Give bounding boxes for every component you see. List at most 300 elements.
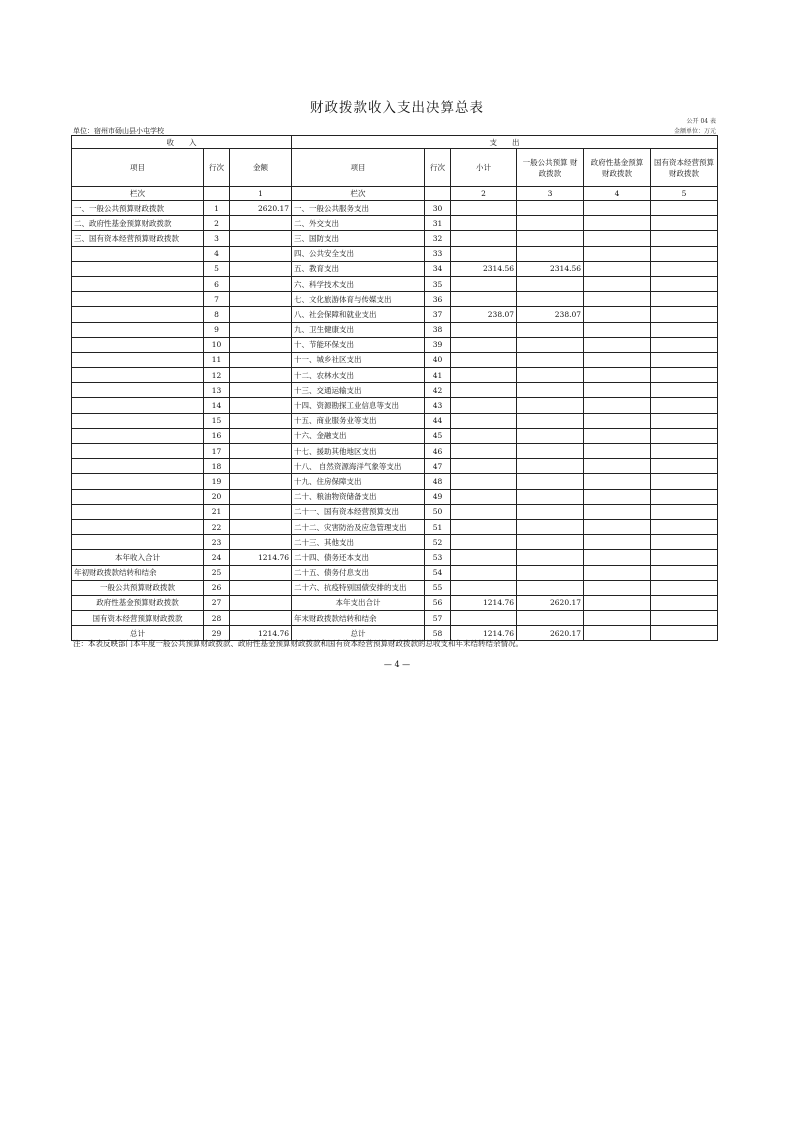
income-item-cell bbox=[72, 261, 204, 276]
expense-state-cell bbox=[651, 276, 718, 291]
income-row-no-cell: 1 bbox=[204, 201, 230, 216]
income-item-cell bbox=[72, 535, 204, 550]
expense-row-no-cell: 49 bbox=[425, 489, 451, 504]
expense-subtotal-cell: 238.07 bbox=[451, 307, 517, 322]
income-row-no-cell: 27 bbox=[204, 595, 230, 610]
col-label2: 栏次 bbox=[292, 187, 425, 201]
expense-row-no-cell: 51 bbox=[425, 519, 451, 534]
expense-general-cell: 2620.17 bbox=[517, 595, 584, 610]
expense-general-cell bbox=[517, 504, 584, 519]
expense-fund-cell bbox=[584, 595, 651, 610]
table-row bbox=[72, 261, 718, 276]
expense-item-cell: 十一、城乡社区支出 bbox=[292, 352, 425, 367]
expense-row-no-cell: 44 bbox=[425, 413, 451, 428]
expense-item-cell: 五、教育支出 bbox=[292, 261, 425, 276]
income-amount-cell bbox=[230, 276, 292, 291]
expense-general-cell bbox=[517, 519, 584, 534]
income-item-cell bbox=[72, 444, 204, 459]
page-number: — 4 — bbox=[383, 660, 411, 669]
income-item-cell: 总计 bbox=[72, 626, 204, 641]
table-row bbox=[72, 459, 718, 474]
expense-general-cell bbox=[517, 489, 584, 504]
expense-fund-cell bbox=[584, 246, 651, 261]
col-num-2: 2 bbox=[451, 187, 517, 201]
col-label-empty bbox=[204, 187, 230, 201]
expense-subtotal-cell bbox=[451, 474, 517, 489]
expense-subtotal-cell bbox=[451, 383, 517, 398]
col-header-state: 国有资本经营预算 财政拨款 bbox=[651, 149, 718, 187]
income-item-cell bbox=[72, 474, 204, 489]
expense-general-cell bbox=[517, 611, 584, 626]
col-header-general: 一般公共预算 财政拨款 bbox=[517, 149, 584, 187]
expense-state-cell bbox=[651, 292, 718, 307]
table-row bbox=[72, 519, 718, 534]
expense-fund-cell bbox=[584, 201, 651, 216]
table-row bbox=[72, 580, 718, 595]
expense-row-no-cell: 31 bbox=[425, 216, 451, 231]
expense-item-cell: 六、科学技术支出 bbox=[292, 276, 425, 291]
expense-fund-cell bbox=[584, 459, 651, 474]
income-item-cell bbox=[72, 292, 204, 307]
expense-item-cell: 年末财政拨款结转和结余 bbox=[292, 611, 425, 626]
expense-row-no-cell: 52 bbox=[425, 535, 451, 550]
table-row bbox=[72, 428, 718, 443]
expense-fund-cell bbox=[584, 489, 651, 504]
expense-general-cell bbox=[517, 368, 584, 383]
expense-general-cell bbox=[517, 216, 584, 231]
income-amount-cell bbox=[230, 595, 292, 610]
expense-row-no-cell: 42 bbox=[425, 383, 451, 398]
expense-row-no-cell: 41 bbox=[425, 368, 451, 383]
income-item-cell: 年初财政拨款结转和结余 bbox=[72, 565, 204, 580]
expense-fund-cell bbox=[584, 428, 651, 443]
table-row bbox=[72, 276, 718, 291]
expense-item-cell: 十六、金融支出 bbox=[292, 428, 425, 443]
table-row bbox=[72, 352, 718, 367]
expense-row-no-cell: 43 bbox=[425, 398, 451, 413]
expense-state-cell bbox=[651, 611, 718, 626]
expense-item-cell: 十四、资源勘探工业信息等支出 bbox=[292, 398, 425, 413]
income-row-no-cell: 26 bbox=[204, 580, 230, 595]
table-row bbox=[72, 474, 718, 489]
expense-fund-cell bbox=[584, 398, 651, 413]
expense-general-cell bbox=[517, 383, 584, 398]
income-item-cell bbox=[72, 519, 204, 534]
income-header: 收 入 bbox=[72, 136, 292, 149]
expense-subtotal-cell bbox=[451, 231, 517, 246]
expense-item-cell: 十三、交通运输支出 bbox=[292, 383, 425, 398]
expense-fund-cell bbox=[584, 292, 651, 307]
col-header-item: 项目 bbox=[72, 149, 204, 187]
income-amount-cell bbox=[230, 383, 292, 398]
unit-label: 单位：宿州市砀山县小屯学校 bbox=[73, 127, 164, 135]
expense-subtotal-cell bbox=[451, 580, 517, 595]
expense-fund-cell bbox=[584, 504, 651, 519]
expense-subtotal-cell bbox=[451, 201, 517, 216]
expense-state-cell bbox=[651, 322, 718, 337]
income-item-cell: 一、一般公共预算财政拨款 bbox=[72, 201, 204, 216]
expense-item-cell: 十、节能环保支出 bbox=[292, 337, 425, 352]
income-row-no-cell: 3 bbox=[204, 231, 230, 246]
col-header-item2: 项目 bbox=[292, 149, 425, 187]
expense-subtotal-cell bbox=[451, 444, 517, 459]
expense-general-cell bbox=[517, 276, 584, 291]
expense-general-cell bbox=[517, 322, 584, 337]
expense-state-cell bbox=[651, 368, 718, 383]
expense-row-no-cell: 40 bbox=[425, 352, 451, 367]
income-row-no-cell: 14 bbox=[204, 398, 230, 413]
expense-general-cell bbox=[517, 231, 584, 246]
expense-subtotal-cell: 1214.76 bbox=[451, 626, 517, 641]
income-amount-cell bbox=[230, 352, 292, 367]
expense-fund-cell bbox=[584, 611, 651, 626]
income-amount-cell bbox=[230, 307, 292, 322]
expense-general-cell bbox=[517, 565, 584, 580]
expense-item-cell: 四、公共安全支出 bbox=[292, 246, 425, 261]
col-num-5: 5 bbox=[651, 187, 718, 201]
expense-row-no-cell: 36 bbox=[425, 292, 451, 307]
expense-subtotal-cell bbox=[451, 504, 517, 519]
expense-general-cell bbox=[517, 474, 584, 489]
table-row bbox=[72, 383, 718, 398]
income-row-no-cell: 28 bbox=[204, 611, 230, 626]
income-row-no-cell: 19 bbox=[204, 474, 230, 489]
income-item-cell bbox=[72, 307, 204, 322]
expense-item-cell: 本年支出合计 bbox=[292, 595, 425, 610]
expense-fund-cell bbox=[584, 368, 651, 383]
income-item-cell bbox=[72, 352, 204, 367]
income-amount-cell bbox=[230, 565, 292, 580]
expense-state-cell bbox=[651, 504, 718, 519]
expense-state-cell bbox=[651, 535, 718, 550]
expense-header: 支 出 bbox=[292, 136, 718, 149]
expense-item-cell: 二十一、国有资本经营预算支出 bbox=[292, 504, 425, 519]
fiscal-summary-table bbox=[71, 135, 718, 641]
income-amount-cell bbox=[230, 611, 292, 626]
expense-row-no-cell: 34 bbox=[425, 261, 451, 276]
page-title: 财政拨款收入支出决算总表 bbox=[310, 100, 484, 116]
expense-row-no-cell: 37 bbox=[425, 307, 451, 322]
expense-subtotal-cell bbox=[451, 519, 517, 534]
expense-subtotal-cell bbox=[451, 292, 517, 307]
expense-row-no-cell: 35 bbox=[425, 276, 451, 291]
table-row bbox=[72, 337, 718, 352]
income-amount-cell bbox=[230, 428, 292, 443]
expense-state-cell bbox=[651, 337, 718, 352]
expense-subtotal-cell: 2314.56 bbox=[451, 261, 517, 276]
income-amount-cell bbox=[230, 504, 292, 519]
col-header-subtotal: 小计 bbox=[451, 149, 517, 187]
expense-fund-cell bbox=[584, 231, 651, 246]
table-row bbox=[72, 307, 718, 322]
expense-fund-cell bbox=[584, 565, 651, 580]
expense-fund-cell bbox=[584, 307, 651, 322]
expense-state-cell bbox=[651, 489, 718, 504]
income-row-no-cell: 10 bbox=[204, 337, 230, 352]
expense-fund-cell bbox=[584, 276, 651, 291]
expense-row-no-cell: 50 bbox=[425, 504, 451, 519]
expense-row-no-cell: 39 bbox=[425, 337, 451, 352]
income-amount-cell bbox=[230, 519, 292, 534]
income-amount-cell bbox=[230, 231, 292, 246]
expense-state-cell bbox=[651, 383, 718, 398]
income-amount-cell bbox=[230, 322, 292, 337]
expense-general-cell bbox=[517, 201, 584, 216]
table-row bbox=[72, 595, 718, 610]
income-row-no-cell: 24 bbox=[204, 550, 230, 565]
income-amount-cell bbox=[230, 337, 292, 352]
expense-item-cell: 二、外交支出 bbox=[292, 216, 425, 231]
expense-row-no-cell: 32 bbox=[425, 231, 451, 246]
expense-row-no-cell: 58 bbox=[425, 626, 451, 641]
expense-row-no-cell: 45 bbox=[425, 428, 451, 443]
expense-state-cell bbox=[651, 413, 718, 428]
expense-subtotal-cell bbox=[451, 276, 517, 291]
income-row-no-cell: 21 bbox=[204, 504, 230, 519]
expense-state-cell bbox=[651, 595, 718, 610]
expense-state-cell bbox=[651, 565, 718, 580]
expense-item-cell: 二十四、债务还本支出 bbox=[292, 550, 425, 565]
expense-item-cell: 七、文化旅游体育与传媒支出 bbox=[292, 292, 425, 307]
income-amount-cell bbox=[230, 535, 292, 550]
income-item-cell: 国有资本经营预算财政拨款 bbox=[72, 611, 204, 626]
income-row-no-cell: 29 bbox=[204, 626, 230, 641]
expense-fund-cell bbox=[584, 444, 651, 459]
income-row-no-cell: 15 bbox=[204, 413, 230, 428]
table-row bbox=[72, 535, 718, 550]
expense-fund-cell bbox=[584, 550, 651, 565]
income-row-no-cell: 20 bbox=[204, 489, 230, 504]
expense-state-cell bbox=[651, 580, 718, 595]
col-header-row-no2: 行次 bbox=[425, 149, 451, 187]
expense-state-cell bbox=[651, 307, 718, 322]
expense-state-cell bbox=[651, 246, 718, 261]
expense-general-cell bbox=[517, 413, 584, 428]
income-item-cell bbox=[72, 368, 204, 383]
expense-fund-cell bbox=[584, 413, 651, 428]
expense-state-cell bbox=[651, 352, 718, 367]
expense-subtotal-cell bbox=[451, 352, 517, 367]
expense-item-cell: 十九、住房保障支出 bbox=[292, 474, 425, 489]
table-row bbox=[72, 611, 718, 626]
income-item-cell bbox=[72, 459, 204, 474]
expense-subtotal-cell: 1214.76 bbox=[451, 595, 517, 610]
expense-item-cell: 一、一般公共服务支出 bbox=[292, 201, 425, 216]
expense-state-cell bbox=[651, 231, 718, 246]
expense-subtotal-cell bbox=[451, 489, 517, 504]
expense-item-cell: 八、社会保障和就业支出 bbox=[292, 307, 425, 322]
income-item-cell bbox=[72, 504, 204, 519]
income-row-no-cell: 5 bbox=[204, 261, 230, 276]
income-item-cell: 二、政府性基金预算财政拨款 bbox=[72, 216, 204, 231]
income-amount-cell bbox=[230, 444, 292, 459]
income-item-cell bbox=[72, 398, 204, 413]
income-row-no-cell: 17 bbox=[204, 444, 230, 459]
expense-row-no-cell: 55 bbox=[425, 580, 451, 595]
form-code: 公开 04 表 bbox=[686, 118, 716, 125]
expense-subtotal-cell bbox=[451, 246, 517, 261]
expense-general-cell bbox=[517, 246, 584, 261]
expense-fund-cell bbox=[584, 626, 651, 641]
income-item-cell bbox=[72, 246, 204, 261]
expense-subtotal-cell bbox=[451, 459, 517, 474]
income-row-no-cell: 22 bbox=[204, 519, 230, 534]
expense-general-cell bbox=[517, 444, 584, 459]
table-row bbox=[72, 398, 718, 413]
income-item-cell bbox=[72, 413, 204, 428]
expense-subtotal-cell bbox=[451, 216, 517, 231]
expense-item-cell: 二十、粮油物资储备支出 bbox=[292, 489, 425, 504]
income-row-no-cell: 2 bbox=[204, 216, 230, 231]
expense-row-no-cell: 30 bbox=[425, 201, 451, 216]
income-row-no-cell: 4 bbox=[204, 246, 230, 261]
expense-subtotal-cell bbox=[451, 611, 517, 626]
expense-general-cell bbox=[517, 535, 584, 550]
expense-item-cell: 二十二、灾害防治及应急管理支出 bbox=[292, 519, 425, 534]
expense-item-cell: 十七、援助其他地区支出 bbox=[292, 444, 425, 459]
income-amount-cell bbox=[230, 261, 292, 276]
income-row-no-cell: 7 bbox=[204, 292, 230, 307]
expense-state-cell bbox=[651, 216, 718, 231]
income-row-no-cell: 9 bbox=[204, 322, 230, 337]
expense-state-cell bbox=[651, 626, 718, 641]
income-amount-cell bbox=[230, 459, 292, 474]
table-row bbox=[72, 292, 718, 307]
col-header-row-no: 行次 bbox=[204, 149, 230, 187]
income-item-cell bbox=[72, 428, 204, 443]
income-item-cell: 本年收入合计 bbox=[72, 550, 204, 565]
income-row-no-cell: 11 bbox=[204, 352, 230, 367]
income-row-no-cell: 6 bbox=[204, 276, 230, 291]
header-row-column-numbers bbox=[72, 187, 718, 201]
table-row bbox=[72, 550, 718, 565]
expense-subtotal-cell bbox=[451, 368, 517, 383]
expense-row-no-cell: 54 bbox=[425, 565, 451, 580]
income-amount-cell: 2620.17 bbox=[230, 201, 292, 216]
col-num-4: 4 bbox=[584, 187, 651, 201]
table-note: 注：本表反映部门本年度一般公共预算财政拨款、政府性基金预算财政拨款和国有资本经营预算财政拨款的总收支和年末结转结余情况。 bbox=[73, 639, 523, 648]
expense-row-no-cell: 46 bbox=[425, 444, 451, 459]
expense-item-cell: 十五、商业服务业等支出 bbox=[292, 413, 425, 428]
expense-subtotal-cell bbox=[451, 565, 517, 580]
table-row bbox=[72, 413, 718, 428]
income-amount-cell: 1214.76 bbox=[230, 626, 292, 641]
expense-fund-cell bbox=[584, 337, 651, 352]
expense-general-cell bbox=[517, 428, 584, 443]
expense-fund-cell bbox=[584, 352, 651, 367]
expense-item-cell: 九、卫生健康支出 bbox=[292, 322, 425, 337]
expense-item-cell: 总计 bbox=[292, 626, 425, 641]
expense-state-cell bbox=[651, 444, 718, 459]
expense-row-no-cell: 48 bbox=[425, 474, 451, 489]
table-row bbox=[72, 565, 718, 580]
expense-fund-cell bbox=[584, 322, 651, 337]
table-row bbox=[72, 322, 718, 337]
expense-general-cell bbox=[517, 459, 584, 474]
expense-item-cell: 十二、农林水支出 bbox=[292, 368, 425, 383]
table-row bbox=[72, 231, 718, 246]
income-amount-cell bbox=[230, 292, 292, 307]
expense-item-cell: 二十六、抗疫特别国债安排的支出 bbox=[292, 580, 425, 595]
income-item-cell: 政府性基金预算财政拨款 bbox=[72, 595, 204, 610]
expense-subtotal-cell bbox=[451, 535, 517, 550]
expense-state-cell bbox=[651, 474, 718, 489]
expense-item-cell: 十八、 自然资源海洋气象等支出 bbox=[292, 459, 425, 474]
income-amount-cell bbox=[230, 216, 292, 231]
table-row bbox=[72, 216, 718, 231]
col-header-fund: 政府性基金预算 财政拨款 bbox=[584, 149, 651, 187]
expense-row-no-cell: 47 bbox=[425, 459, 451, 474]
col-num-3: 3 bbox=[517, 187, 584, 201]
expense-subtotal-cell bbox=[451, 398, 517, 413]
expense-fund-cell bbox=[584, 261, 651, 276]
expense-general-cell bbox=[517, 337, 584, 352]
expense-row-no-cell: 53 bbox=[425, 550, 451, 565]
expense-row-no-cell: 38 bbox=[425, 322, 451, 337]
expense-state-cell bbox=[651, 428, 718, 443]
expense-fund-cell bbox=[584, 535, 651, 550]
income-item-cell bbox=[72, 322, 204, 337]
income-row-no-cell: 8 bbox=[204, 307, 230, 322]
expense-row-no-cell: 57 bbox=[425, 611, 451, 626]
income-amount-cell bbox=[230, 398, 292, 413]
expense-general-cell bbox=[517, 580, 584, 595]
income-row-no-cell: 25 bbox=[204, 565, 230, 580]
money-unit: 金额单位：万元 bbox=[673, 128, 716, 135]
expense-general-cell bbox=[517, 398, 584, 413]
expense-general-cell: 2314.56 bbox=[517, 261, 584, 276]
income-item-cell bbox=[72, 276, 204, 291]
expense-state-cell bbox=[651, 201, 718, 216]
income-row-no-cell: 13 bbox=[204, 383, 230, 398]
income-row-no-cell: 12 bbox=[204, 368, 230, 383]
expense-row-no-cell: 33 bbox=[425, 246, 451, 261]
income-amount-cell bbox=[230, 413, 292, 428]
expense-general-cell: 238.07 bbox=[517, 307, 584, 322]
income-amount-cell bbox=[230, 489, 292, 504]
income-item-cell bbox=[72, 383, 204, 398]
expense-general-cell bbox=[517, 550, 584, 565]
col-label: 栏次 bbox=[72, 187, 204, 201]
expense-fund-cell bbox=[584, 383, 651, 398]
expense-row-no-cell: 56 bbox=[425, 595, 451, 610]
income-amount-cell: 1214.76 bbox=[230, 550, 292, 565]
expense-fund-cell bbox=[584, 580, 651, 595]
table-row bbox=[72, 444, 718, 459]
expense-state-cell bbox=[651, 459, 718, 474]
col-num-1: 1 bbox=[230, 187, 292, 201]
expense-item-cell: 二十三、其他支出 bbox=[292, 535, 425, 550]
income-amount-cell bbox=[230, 246, 292, 261]
income-amount-cell bbox=[230, 580, 292, 595]
expense-subtotal-cell bbox=[451, 322, 517, 337]
expense-state-cell bbox=[651, 261, 718, 276]
table-row bbox=[72, 201, 718, 216]
header-row-columns bbox=[72, 149, 718, 187]
expense-fund-cell bbox=[584, 519, 651, 534]
income-amount-cell bbox=[230, 368, 292, 383]
expense-subtotal-cell bbox=[451, 337, 517, 352]
expense-subtotal-cell bbox=[451, 413, 517, 428]
income-item-cell bbox=[72, 489, 204, 504]
income-item-cell: 三、国有资本经营预算财政拨款 bbox=[72, 231, 204, 246]
expense-subtotal-cell bbox=[451, 550, 517, 565]
expense-state-cell bbox=[651, 398, 718, 413]
expense-general-cell bbox=[517, 292, 584, 307]
header-row-sections bbox=[72, 136, 718, 149]
income-item-cell bbox=[72, 337, 204, 352]
table-row bbox=[72, 504, 718, 519]
